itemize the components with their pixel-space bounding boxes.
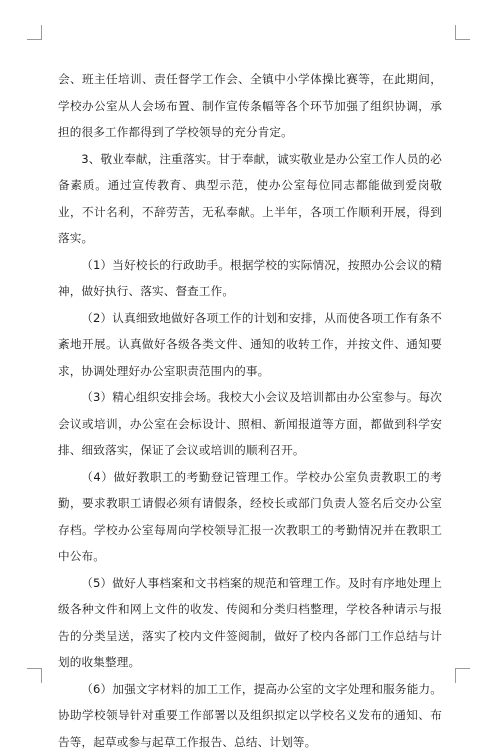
paragraph: （5）做好人事档案和文书档案的规范和管理工作。及时有序地处理上级各种文件和网上文件的收发、传阅和分类归档整理，学校各种请示与报告的分类呈送，落实了校内文件签阅制，做好了校内各部门工作总结与计划的收集整理。 [58, 570, 442, 676]
paragraph: （1）当好校长的行政助手。根据学校的实际情况，按照办公会议的精神，做好执行、落实、督查工作。 [58, 252, 442, 305]
crop-mark-bottom-left [27, 668, 42, 683]
crop-mark-top-left [27, 25, 42, 40]
crop-mark-top-right [455, 25, 470, 40]
paragraph: （4）做好教职工的考勤登记管理工作。学校办公室负责教职工的考勤，要求教职工请假必须有请假条，经校长或部门负责人签名后交办公室存档。学校办公室每周向学校领导汇报一次教职工的考勤情况并在教职工中公布。 [58, 464, 442, 570]
paragraph: 会、班主任培训、责任督学工作会、全镇中小学体操比赛等，在此期间，学校办公室从人会场布置、制作宣传条幅等各个环节加强了组织协调，承担的很多工作都得到了学校领导的充分肯定。 [58, 66, 442, 146]
paragraph: （2）认真细致地做好各项工作的计划和安排，从而使各项工作有条不紊地开展。认真做好各级各类文件、通知的收转工作，并按文件、通知要求，协调处理好办公室职责范围内的事。 [58, 305, 442, 385]
paragraph: （3）精心组织安排会场。我校大小会议及培训都由办公室参与。每次会议或培训，办公室在会标设计、照相、新闻报道等方面，都做到科学安排、细致落实，保证了会议或培训的顺利召开。 [58, 384, 442, 464]
document-body [58, 66, 442, 755]
paragraph: （6）加强文字材料的加工工作，提高办公室的文字处理和服务能力。协助学校领导针对重要工作部署以及组织拟定以学校名义发布的通知、布告等，起草或参与起草工作报告、总结、计划等。 [58, 676, 442, 755]
paragraph: 3、敬业奉献，注重落实。甘于奉献，诚实敬业是办公室工作人员的必备素质。通过宣传教育、典型示范，使办公室每位同志都能做到爱岗敬业，不计名利，不辞劳苦，无私奉献。上半年，各项工作顺利开展，得到落实。 [58, 146, 442, 252]
crop-mark-bottom-right [455, 668, 470, 683]
